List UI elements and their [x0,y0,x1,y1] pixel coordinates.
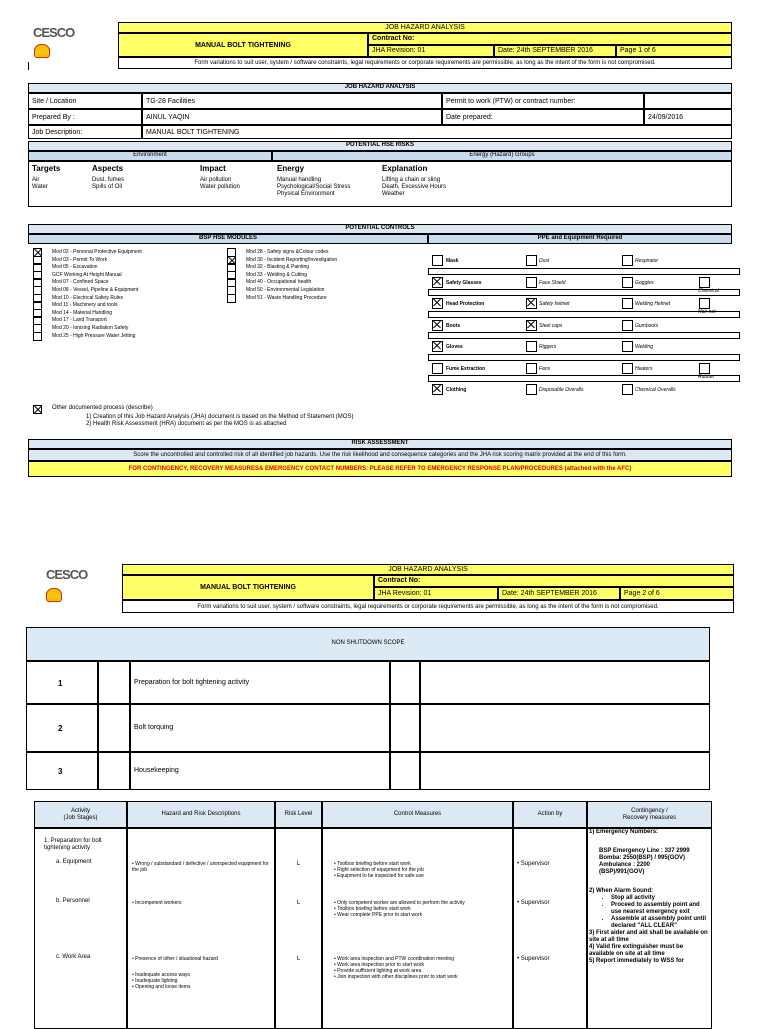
alarm-title: 2) When Alarm Sound: [589,888,654,894]
form-note: Form variations to suit user, system / software constraints, legal requirements or corporate requirements are permissible, as long as the intent of the form is not compromised. [118,57,732,69]
alarm-item: • Assemble at assembly point until declared "ALL CLEAR" [611,916,710,930]
hazard-text: Presence of other / situational hazard [135,956,218,962]
module-checkbox[interactable] [33,332,42,341]
module-label: Mod 40 - Occupational health [246,279,312,286]
impact-list [200,177,240,191]
risk-assessment-title: RISK ASSESSMENT [28,439,732,449]
table-body-column [322,828,513,1029]
hazard-list [132,900,270,906]
table-header-cell [322,801,513,828]
ppe-checkbox[interactable] [432,384,443,395]
ppe-label: Gumboots [635,322,659,329]
ppe-row-divider [428,332,740,339]
activity-stage: c. Work Area [56,954,91,960]
hazard-item: • Incompetent workers [132,900,182,906]
control-measures [328,956,510,980]
ppe-checkbox[interactable] [526,298,537,309]
hazard-item: • Inadequate access ways [132,972,190,978]
page-number: Page 1 of 6 [616,45,732,57]
module-label: Mod 14 - Material Handling [52,309,113,316]
alarm-item: • Proceed to assembly point and use nearest emergency exit [611,902,710,916]
ppe-label: Gloves [446,344,463,350]
ppe-label: Safety Glasses [446,279,482,286]
ppe-checkbox[interactable] [622,384,633,395]
action-by: • Supervisor [517,900,550,906]
ppe-label: Fume Extraction [446,365,486,372]
module-label: Mod 11 - Machinery and tools [52,302,118,309]
activity-stage: b. Personnel [56,898,90,904]
control-text: Equipment to be inspected for safe use [337,873,424,879]
divider [28,62,29,70]
module-label: Mod 30 - Incident Reporting/Investigation [246,256,338,263]
control-item: • Right selection of equipment for the job [334,867,424,873]
aspects-heading: Aspects [92,164,124,173]
hazard-text: Inadequate access ways [135,972,190,978]
ppe-checkbox[interactable] [622,255,633,266]
contingency-column [589,829,710,965]
ppe-label: Disposable Overalls [539,387,584,393]
header-date: Date: 24th SEPTEMBER 2016 [498,587,620,600]
ptw-label: Permit to work (PTW) or contract number: [442,93,644,109]
ppe-checkbox[interactable] [526,363,537,374]
page-number: Page 2 of 6 [620,587,734,600]
control-item: • Toolbox briefing before start work [334,861,411,867]
hazard-item: • Wrong / substandard / defective / uninspected equipment for the job [132,861,269,873]
bsp-modules-title: BSP HSE MODULES [28,234,428,244]
risk-level: L [296,861,301,867]
control-text: Work area inspection prior to start work [337,962,425,968]
emergency-numbers [589,848,710,876]
emergency-number: (BSP)/991(GOV) [599,869,645,875]
table-header-cell [275,801,322,828]
other-process-items [86,414,353,428]
module-label: Mod 20 - Ionising Radiation Safety [52,325,129,331]
energy-item: Psychological/Social Stress [277,184,351,190]
hazard-list [132,861,270,873]
control-item: • Equipment to be inspected for safe use [334,873,424,879]
ppe-label: Fans [539,365,551,372]
energy-list [277,177,350,198]
ppe-label: Respirator [635,258,659,264]
control-text: Work area inspection and PTW coordination meeting [337,956,455,962]
impact-item: Water pollution [200,184,240,190]
action-by-text: Supervisor [520,861,550,867]
ppe-label: Steel caps [539,322,563,329]
targets-heading: Targets [32,164,61,173]
ppe-label: Clothing [446,387,467,393]
scope-number: 2 [58,724,63,733]
other-process-label: Other documented process (describe) [52,405,153,411]
activity-stage: a. Equipment [56,859,92,865]
hazard-item: • Inadequate lighting [132,978,178,984]
control-text: Provide sufficient lighting at work area [337,968,422,974]
module-label: Mod 02 - Personal Protective Equipment [52,249,142,255]
control-text: Right selection of equipment for the job [337,867,424,873]
description-label: Job Description: [28,125,142,139]
energy-heading: Energy [277,164,305,173]
scope-blank-cell [390,752,420,790]
ppe-label: Chemical Overalls [635,387,676,393]
module-label: Mod 28 - Safety signs &Colour codes [246,249,329,255]
scope-blank-cell [390,661,420,704]
ppe-label: Riggers [539,344,557,350]
impact-heading: Impact [200,164,226,173]
scope-number: 3 [58,767,63,776]
table-header-cell [127,801,275,828]
other-process-checkbox[interactable] [33,405,42,414]
ppe-checkbox[interactable] [622,363,633,374]
ppe-row-divider [428,268,740,275]
shell-logo [46,588,62,602]
control-item: • Only competent worker are allowed to perform the activity [334,900,465,906]
other-process-item: 2) Health Risk Assessment (HRA) document as per the MOS is as attached [86,421,287,427]
scope-blank-cell [98,752,130,790]
risk-assessment-text: Score the uncontrolled and controlled risk of all identified job hazards. Use the risk likelihood and consequence categories and the JHA risk scoring matrix provided at the end of this form. [28,449,732,461]
contract-no: Contract No: [374,575,734,587]
control-text: Toolbox briefing before start work [337,861,411,867]
contingency-banner: FOR CONTINGENCY, RECOVERY MEASURES& EMERGENCY CONTACT NUMBERS: PLEASE REFER TO EMERGENCY RESPONSE PLAN/PROCEDURES (attached with the AFC) [28,461,732,477]
explanation-list [382,177,446,198]
site-label: Site / Location [28,93,142,109]
control-item: • Work area inspection and PTW coordination meeting [334,956,455,962]
ppe-row-divider [428,354,740,361]
action-by: • Supervisor [517,956,550,962]
ppe-checkbox[interactable] [526,384,537,395]
table-body-column [513,828,587,1029]
module-label: GCF Working At Height Manual [52,271,122,278]
action-by-text: Supervisor [520,900,550,906]
alarm-item: • Stop all activity [611,895,710,902]
action-by-text: Supervisor [520,956,550,962]
explanation-item: Weather [382,191,405,197]
contingency-item: 4) Valid fire extinguisher must be available on site at all time [589,944,684,957]
control-measures [328,900,510,918]
ppe-label: Rubber [698,373,715,380]
scope-text: Housekeeping [134,767,179,774]
ppe-row-divider [428,289,740,296]
hazard-item: • Opening and loose items [132,984,191,990]
ppe-checkbox[interactable] [432,255,443,266]
explanation-item: Death, Excessive Hours [382,184,447,190]
ppe-checkbox[interactable] [622,320,633,331]
explanation-heading: Explanation [382,164,428,173]
energy-item: Physical Environment [277,191,335,197]
ppe-checkbox[interactable] [699,363,710,374]
control-measures [328,861,510,879]
contingency-item: 3) First aider and aid shall be available on site at all time [589,930,708,943]
emergency-title: 1) Emergency Numbers: [589,829,659,835]
site-value: TG-28 Facilities [142,93,442,109]
aspect-item: Dust, fumes [92,177,125,183]
target-item: Water [32,184,48,190]
control-item: • Work area inspection prior to start work [334,962,425,968]
ppe-checkbox[interactable] [699,277,710,288]
risk-level: L [296,900,301,906]
module-label: Mod 51 - Waste Handling Procedure [246,294,327,301]
explanation-item: Lifting a chain or sling [382,177,441,183]
date-label: Date prepared: [442,109,644,125]
other-process-item: 1) Creation of this Job Hazard Analysis (JHA) document is based on the Method of Statement (MOS) [86,414,354,420]
control-item: • Wear complete PPE prior to start work [334,912,423,918]
contingency-item: 5) Report immediately to WSS for [589,958,685,964]
table-header-label: Hazard and Risk Descriptions [161,811,241,817]
control-text: Wear complete PPE prior to start work [337,912,423,918]
scope-blank-cell [420,752,710,790]
prepared-value: AINUL YAQIN [142,109,442,125]
description-value: MANUAL BOLT TIGHTENING [142,125,732,139]
header-top-title: JOB HAZARD ANALYSIS [118,22,732,33]
scope-blank-cell [98,661,130,704]
table-header-label: Contingency / Recovery measures [622,807,677,821]
ppe-label: Chemical [698,287,719,294]
ppe-label: Face Shield [539,279,566,286]
ppe-checkbox[interactable] [526,255,537,266]
ppe-checkbox[interactable] [432,363,443,374]
ppe-checkbox[interactable] [432,277,443,288]
risks-body [28,161,732,207]
hazard-item: • Presence of other / situational hazard [132,956,218,962]
emergency-number: Ambulance : 2200 [599,862,651,868]
hazard-text: Incompetent workers [135,900,182,906]
targets-list [32,177,48,191]
scope-blank-cell [390,704,420,752]
impact-item: Air pollution [200,177,232,183]
jha-revision: JHA Revision: 01 [374,587,498,600]
header-top-title: JOB HAZARD ANALYSIS [122,564,734,575]
table-header-label: Activity (Job Stages) [63,807,98,821]
hazard-text: Inadequate lighting [135,978,178,984]
control-text: Only competent worker are allowed to perform the activity [337,900,465,906]
scope-blank-cell [98,704,130,752]
control-item: • Toolbox briefing before start work [334,906,411,912]
scope-title: NON SHUTDOWN SCOPE [26,627,710,661]
hazard-list [132,956,270,990]
module-label: Mod 05 - Excavation [52,264,98,271]
ppe-row-divider [428,311,740,318]
jha-section-title: JOB HAZARD ANALYSIS [28,83,732,93]
module-label: Mod 03 - Permit To Work [52,256,108,263]
contract-no: Contract No: [368,33,732,45]
company-logo: CESCO [33,25,75,40]
aspect-item: Spills of Oil [92,184,123,190]
target-item: Air [32,177,40,183]
ppe-label: Welding [635,344,653,350]
risk-level: L [296,956,301,962]
aspects-list [92,177,124,191]
hazard-text: Wrong / substandard / defective / uninspected equipment for the job [132,861,269,873]
control-text: Join inspection with other disciplines prior to start work [337,974,458,980]
energy-item: Manual handling [277,177,322,183]
header-date: Date: 24th SEPTEMBER 2016 [494,45,616,57]
prepared-label: Prepared By : [28,109,142,125]
module-label: Mod 10 - Electrical Safety Rules [52,294,124,301]
form-title: MANUAL BOLT TIGHTENING [118,33,368,57]
module-label: Mod 08 - Vessel, Pipeline & Equipment [52,287,139,293]
activity-main: 1. Preparation for bolt tightening activity [44,838,102,851]
ppe-label: Welding Helmet [635,301,671,307]
emergency-number: Bomba: 2550(BSP) / 995(GOV) [599,855,686,861]
energy-groups-title: Energy (Hazard) Groups [272,151,732,161]
controls-title: POTENTIAL CONTROLS [28,224,732,234]
ppe-title: PPE and Equipment Required [428,234,732,244]
ptw-value [644,93,732,109]
environment-title: Environment [28,151,272,161]
emergency-number: BSP Emergency Line : 337 2999 [599,848,690,854]
module-label: Mod 50 - Environmental Legislation [246,287,325,293]
ppe-checkbox[interactable] [526,277,537,288]
module-label: Mod 32 - Blasting & Painting [246,264,310,271]
date-value: 24/09/2016 [644,109,732,125]
table-body-column [127,828,275,1029]
alarm-list [589,895,710,930]
ppe-checkbox[interactable] [699,298,710,309]
hse-risks-title: POTENTIAL HSE RISKS [28,141,732,151]
scope-blank-cell [420,661,710,704]
hazard-text: Opening and loose items [135,984,191,990]
module-label: Mod 33 - Welding & Cutting [246,271,308,278]
form-title: MANUAL BOLT TIGHTENING [122,575,374,600]
scope-blank-cell [420,704,710,752]
table-body-column [275,828,322,1029]
table-header-cell [34,801,127,828]
form-note: Form variations to suit user, system / software constraints, legal requirements or corporate requirements are permissible, as long as the intent of the form is not compromised. [122,600,734,613]
module-label: Mod 25 - High Pressure Water Jetting [52,332,136,339]
ppe-label: Boots [446,322,461,329]
control-item: • Join inspection with other disciplines prior to start work [334,974,458,980]
company-logo: CESCO [46,567,88,582]
scope-text: Bolt torquing [134,724,174,731]
control-item: • Provide sufficient lighting at work area [334,968,422,974]
table-header-label: Action by [537,811,563,817]
ppe-label: Heaters [635,365,653,372]
action-by: • Supervisor [517,861,550,867]
ppe-label: Dust [539,258,550,264]
control-text: Toolbox briefing before start work [337,906,411,912]
ppe-label: Head Protection [446,301,485,307]
ppe-checkbox[interactable] [622,277,633,288]
module-label: Mod 07 - Confined Space [52,279,109,286]
ppe-checkbox[interactable] [432,341,443,352]
ppe-checkbox[interactable] [432,298,443,309]
ppe-row-divider [428,375,740,382]
ppe-checkbox[interactable] [432,320,443,331]
jha-revision: JHA Revision: 01 [368,45,494,57]
module-checkbox[interactable] [227,294,236,303]
ppe-checkbox[interactable] [622,341,633,352]
ppe-label: Mask [446,258,459,264]
ppe-label: Goggles [635,279,654,286]
table-header-cell [513,801,587,828]
ppe-checkbox[interactable] [526,320,537,331]
table-header-label: Risk Level [284,811,313,817]
ppe-label: Safety helmet [539,301,570,307]
ppe-checkbox[interactable] [526,341,537,352]
module-label: Mod 17 - Land Transport [52,317,107,324]
shell-logo [34,44,50,58]
scope-text: Preparation for bolt tightening activity [134,678,250,686]
table-header-label: Control Measures [393,811,442,817]
ppe-checkbox[interactable] [622,298,633,309]
ppe-label: Hair net [698,309,716,315]
table-header-cell [587,801,712,828]
scope-number: 1 [58,678,63,688]
